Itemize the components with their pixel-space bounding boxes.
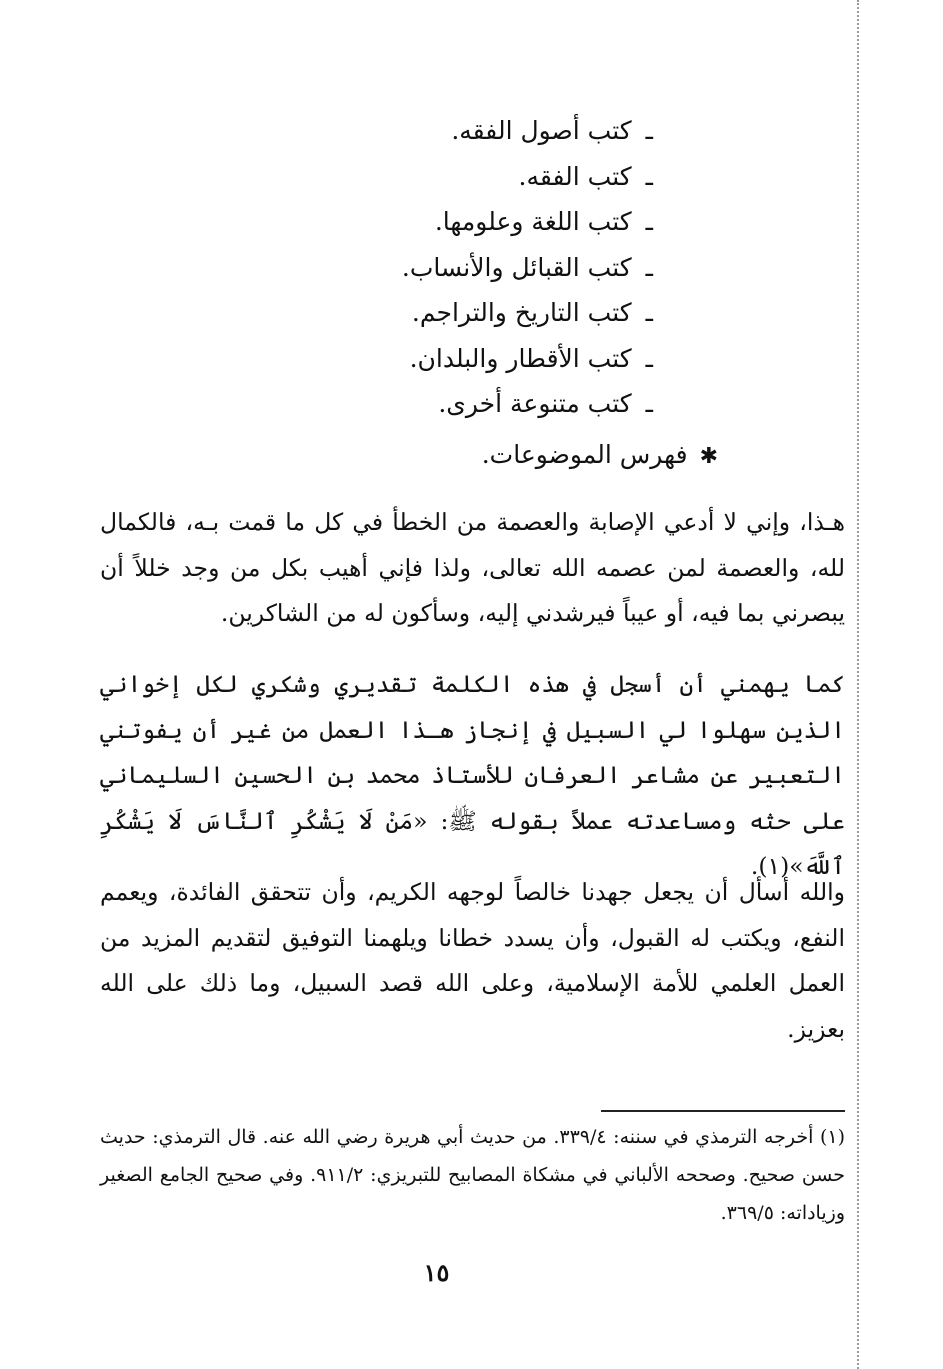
list-item-label: كتب الفقه. (518, 161, 632, 191)
list-item (173, 336, 653, 382)
list-dash: ـ (645, 207, 653, 236)
list-dash: ـ (645, 343, 653, 373)
paragraph-disclaimer: هـذا، وإني لا أدعي الإصابة والعصمة من الخطأ في كل ما قمت بـه، فالكمال لله، والعصمة لمن عصمه الله تعالى، ولذا فإني أهيب بكل من وجد خللاً أن يبصرني بما فيه، أو عيباً فيرشدني إليه، وسأكون له من الشاكرين. (100, 508, 845, 627)
list-dash: ـ (645, 161, 653, 191)
list-item (173, 108, 653, 154)
footnote: (١) أخرجه الترمذي في سننه: ٣٣٩/٤. من حديث أبي هريرة رضي الله عنه. قال الترمذي: حديث حسن صحيح. وصححه الألباني في مشكاة المصابيح للتبريزي: ٩١١/٢. وفي صحيح الجامع الصغير وزياداته: ٣٦٩/٥. (100, 1126, 846, 1224)
list-item-label: كتب متنوعة أخرى. (438, 389, 632, 418)
page-number: ١٥ (423, 1258, 450, 1287)
list-dash: ـ (645, 389, 653, 418)
paragraph-thanks: كما يهمني أن أسجل في هذه الكلمة تقديري وشكري لكل إخواني الذين سهلوا لي السبيل في إنجاز هـذا العمل من غير أن يفوتني التعبير عن مشاعر العرفان للأستاذ محمد بن الحسين السليماني على حثه ومساعدته عملاً بقوله ﷺ: «مَنْ لَا يَشْكُرِ ٱلنَّاسَ لَا يَشْكُرِ ٱللَّهَ»(١). (100, 670, 845, 880)
page-edge-dotted-line (857, 0, 859, 1369)
star-icon: ✱ (699, 444, 718, 469)
list-item-label: كتب الأقطار والبلدان. (409, 343, 632, 373)
list-item-label: كتب أصول الفقه. (451, 116, 632, 145)
topics-index-entry (218, 432, 718, 479)
paragraph-prayer: والله أسأل أن يجعل جهدنا خالصاً لوجهه الكريم، وأن تتحقق الفائدة، ويعمم النفع، ويكتب له القبول، وأن يسدد خطانا ويلهمنا التوفيق لتقديم المزيد من العمل العلمي للأمة الإسلامية، وعلى الله قصد السبيل، وما ذلك على الله بعزيز. (100, 878, 845, 1043)
book-categories-list (173, 108, 653, 427)
footnote-divider (601, 1110, 845, 1112)
list-item-label: كتب التاريخ والتراجم. (411, 298, 632, 327)
list-item-label: كتب اللغة وعلومها. (434, 207, 632, 236)
list-dash: ـ (645, 116, 653, 145)
list-item (173, 381, 653, 427)
topics-index-label: فهرس الموضوعات. (481, 440, 688, 469)
list-item-label: كتب القبائل والأنساب. (401, 252, 632, 282)
list-item (173, 154, 653, 200)
list-dash: ـ (645, 252, 653, 282)
list-item (173, 245, 653, 291)
list-item (173, 199, 653, 245)
list-dash: ـ (645, 298, 653, 327)
list-item (173, 290, 653, 336)
